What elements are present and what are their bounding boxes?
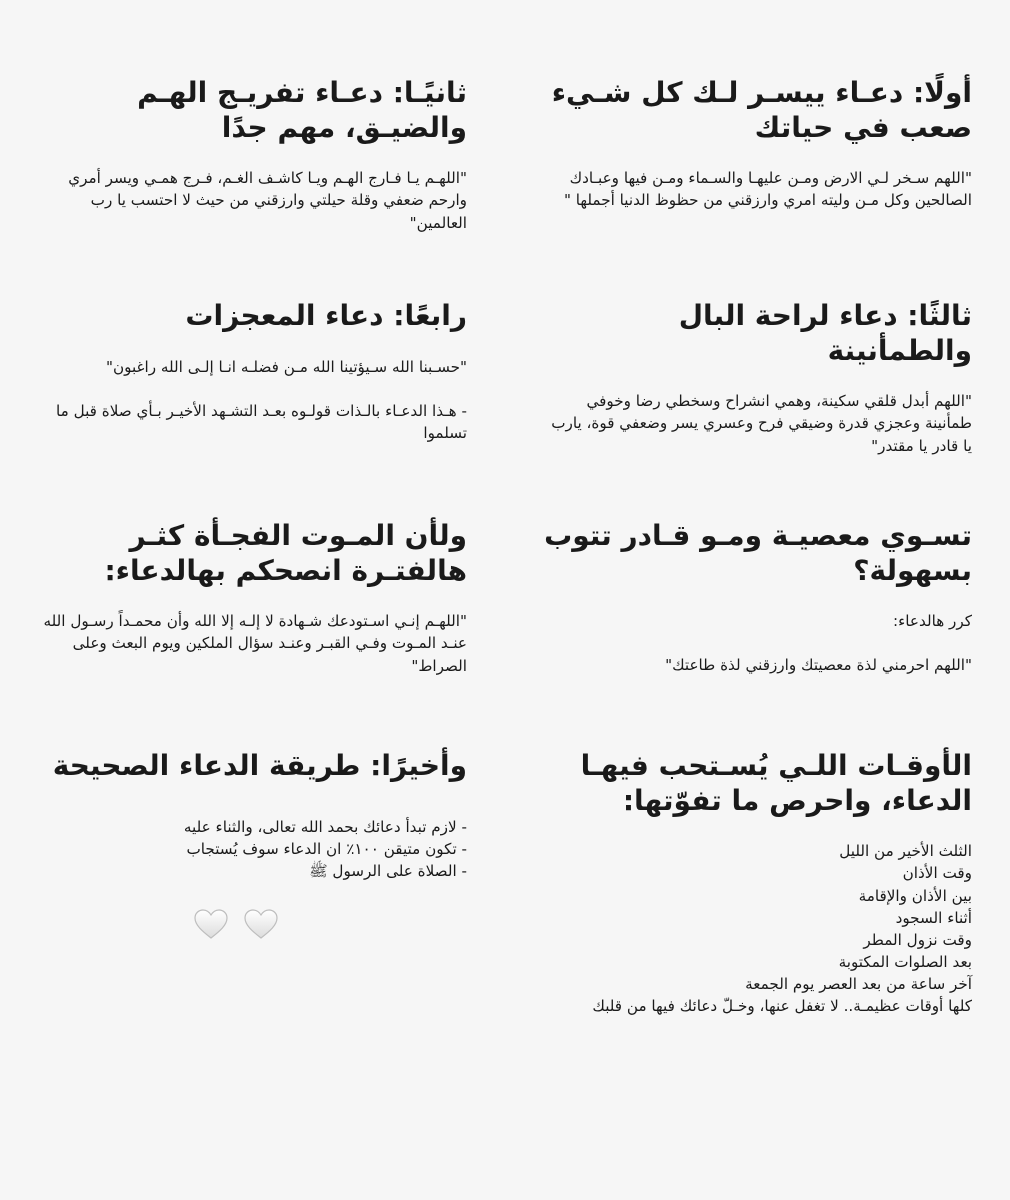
section-body <box>38 356 467 444</box>
section-recommended-times <box>543 731 972 1111</box>
list-item: - تكون متيقن ١٠٠٪ ان الدعاء سوف يُستجاب <box>186 839 467 858</box>
white-heart-icon <box>193 908 229 940</box>
duaa-note: - هـذا الدعـاء بالـذات قولـوه بعـد التشـهد الأخيـر بـأي صلاة قبل ما تسلموا <box>55 401 467 442</box>
list-item: وقت نزول المطر <box>863 930 972 949</box>
hearts-row <box>38 908 467 940</box>
list-item: وقت الأذان <box>902 864 972 883</box>
section-second-duaa <box>38 58 467 281</box>
section-fourth-duaa <box>38 281 467 501</box>
method-list <box>38 816 467 882</box>
duaa-text: "اللهـم يـا فـارج الهـم ويـا كاشـف الغـم، فـرج همـي ويسر أمري وارحم ضعفي وقلة حيلتي وارزقني من حيث لا احتسب يا رب العالمين" <box>68 169 467 232</box>
section-first-duaa <box>543 58 972 281</box>
section-third-duaa <box>543 281 972 501</box>
list-item: بين الأذان والإقامة <box>858 886 972 905</box>
list-item: الثلث الأخير من الليل <box>839 842 972 861</box>
section-body <box>38 167 467 233</box>
section-title: تسـوي معصيـة ومـو قـادر تتوب بسهولة؟ <box>544 519 972 587</box>
list-item: - لازم تبدأ دعائك بحمد الله تعالى، والثناء عليه <box>183 817 467 836</box>
section-correct-method <box>38 731 467 1111</box>
duaa-text: "اللهم احرمني لذة معصيتك وارزقني لذة طاعتك" <box>665 656 972 675</box>
duaa-text: "اللهـم إنـي اسـتودعك شـهادة لا إلـه إلا الله وأن محمـداً رسـول الله عنـد المـوت وفـي القبـر وعنـد سؤال الملكين ويوم البعث وعلى الصراط" <box>43 612 467 675</box>
duaa-text: "حسـبنا الله سـيؤتينا الله مـن فضلـه انـا إلـى الله راغبون" <box>105 357 467 376</box>
section-title: ولأن المـوت الفجـأة كثـر هالفتـرة انصحكم بهالدعاء: <box>104 519 467 587</box>
section-body <box>543 390 972 456</box>
duaa-grid <box>38 58 972 1111</box>
list-item: بعد الصلوات المكتوبة <box>838 952 972 971</box>
list-item: أثناء السجود <box>895 908 972 927</box>
section-body <box>38 610 467 676</box>
duaa-text: "اللهم أبدل قلقي سكينة، وهمي انشراح وسخطي رضا وخوفي طمأنينة وعجزي قدرة وضيقي فرح وعسري يسر وضعفي قوة، يارب يا قادر يا مقتدر" <box>551 392 972 455</box>
duaa-text: "اللهم سـخر لـي الارض ومـن عليهـا والسـماء ومـن فيها وعبـادك الصالحين وكل مـن وليته امري وارزقني من حظوظ الدنيا أجملها " <box>563 169 972 210</box>
section-title: وأخيرًا: طريقة الدعاء الصحيحة <box>52 749 467 782</box>
section-title: ثالثًا: دعاء لراحة البال والطمأنينة <box>678 299 972 367</box>
section-body <box>543 167 972 211</box>
section-title: ثانيًـا: دعـاء تفريـج الهـم والضيـق، مهم جدًا <box>137 76 467 144</box>
section-title: الأوقـات اللـي يُسـتحب فيهـا الدعاء، واحرص ما تفوّتها: <box>580 749 972 817</box>
white-heart-icon <box>243 908 279 940</box>
section-sudden-death <box>38 501 467 731</box>
section-body <box>543 610 972 676</box>
section-title: أولًا: دعـاء ييسـر لـك كل شـيء صعب في حياتك <box>551 76 972 144</box>
list-item: - الصلاة على الرسول ﷺ <box>309 861 467 880</box>
section-title: رابعًا: دعاء المعجزات <box>185 299 467 332</box>
section-repentance <box>543 501 972 731</box>
duaa-intro: كرر هالدعاء: <box>893 612 972 631</box>
times-list <box>543 840 972 1016</box>
list-item: آخر ساعة من بعد العصر يوم الجمعة <box>745 974 972 993</box>
list-item: كلها أوقات عظيمـة.. لا تغفل عنها، وخـلّ دعائك فيها من قلبك <box>592 996 972 1015</box>
